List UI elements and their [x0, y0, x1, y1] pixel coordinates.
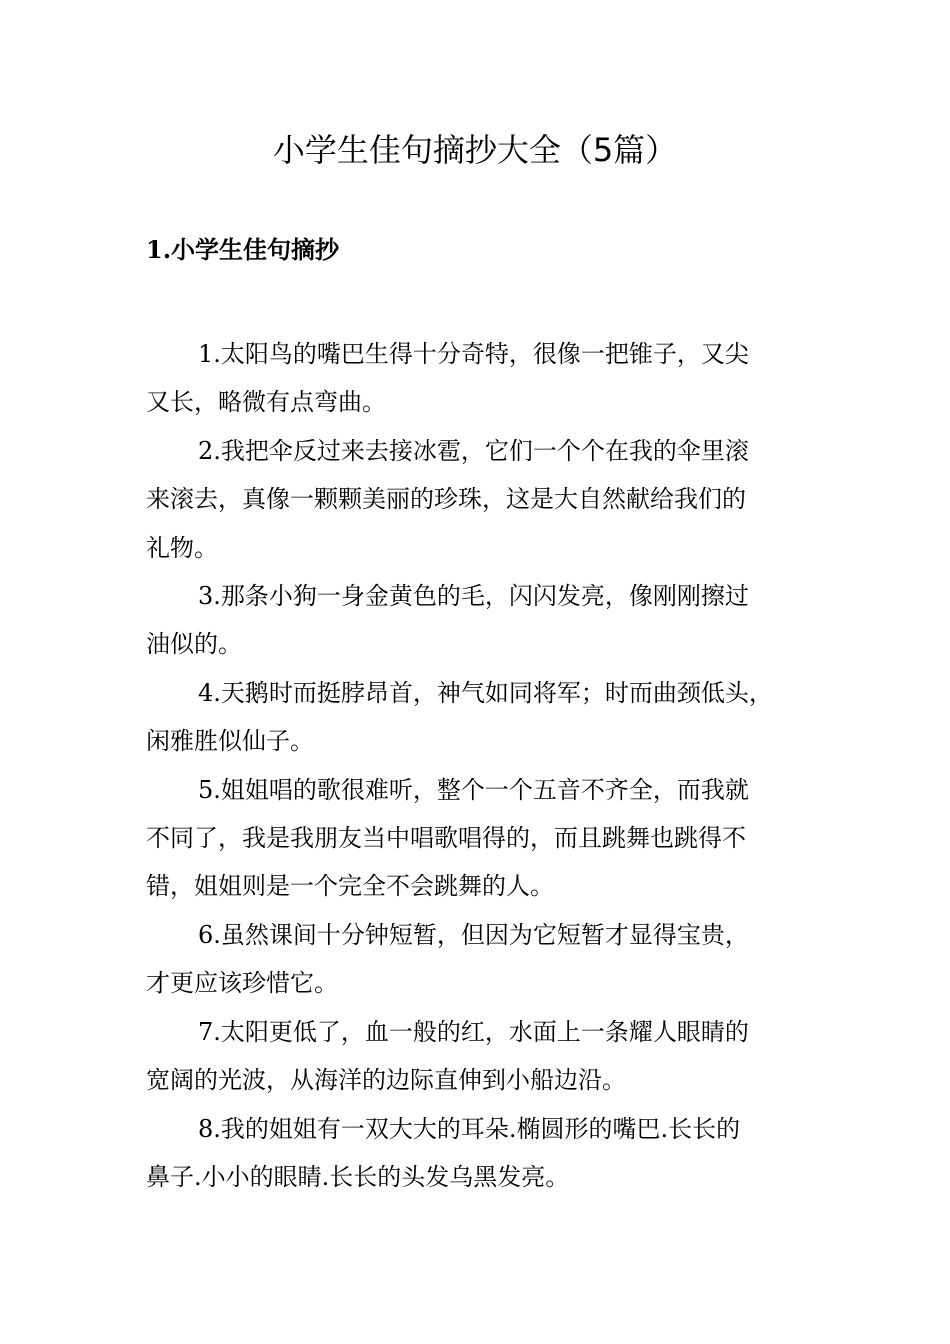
- paragraph-line: 6.虽然课间十分钟短暂，但因为它短暂才显得宝贵，: [198, 920, 749, 949]
- paragraph-3: [146, 572, 816, 669]
- paragraph-4: [146, 669, 816, 766]
- paragraph-line: 8.我的姐姐有一双大大的耳朵.椭圆形的嘴巴.长长的: [198, 1114, 741, 1143]
- paragraph-line: 2.我把伞反过来去接冰雹，它们一个个在我的伞里滚: [198, 436, 749, 465]
- paragraph-line: 礼物。: [146, 533, 218, 562]
- document-body: [146, 330, 816, 1201]
- paragraph-5: [146, 766, 816, 911]
- paragraph-line: 4.天鹅时而挺脖昂首，神气如同将军；时而曲颈低头，: [198, 678, 773, 707]
- paragraph-line: 鼻子.小小的眼睛.长长的头发乌黑发亮。: [146, 1162, 570, 1191]
- paragraph-line: 7.太阳更低了，血一般的红，水面上一条耀人眼睛的: [198, 1017, 749, 1046]
- paragraph-6: [146, 911, 816, 1008]
- section-heading: 1.小学生佳句摘抄: [146, 235, 340, 264]
- paragraph-line: 又长，略微有点弯曲。: [146, 388, 386, 417]
- paragraph-line: 1.太阳鸟的嘴巴生得十分奇特，很像一把锥子，又尖: [198, 340, 749, 368]
- paragraph-8: [146, 1105, 816, 1202]
- paragraph-line: 来滚去，真像一颗颗美丽的珍珠，这是大自然献给我们的: [146, 485, 746, 514]
- paragraph-line: 3.那条小狗一身金黄色的毛，闪闪发亮，像刚刚擦过: [198, 582, 749, 611]
- paragraph-2: [146, 427, 816, 572]
- paragraph-line: 才更应该珍惜它。: [146, 969, 338, 998]
- paragraph-line: 油似的。: [146, 630, 242, 659]
- paragraph-7: [146, 1008, 816, 1105]
- paragraph-line: 宽阔的光波，从海洋的边际直伸到小船边沿。: [146, 1066, 626, 1095]
- paragraph-line: 错，姐姐则是一个完全不会跳舞的人。: [146, 872, 554, 901]
- document-title: 小学生佳句摘抄大全（5篇）: [272, 131, 678, 169]
- paragraph-1: [146, 330, 816, 427]
- paragraph-line: 5.姐姐唱的歌很难听，整个一个五音不齐全，而我就: [198, 775, 749, 804]
- paragraph-line: 不同了，我是我朋友当中唱歌唱得的，而且跳舞也跳得不: [146, 824, 746, 853]
- paragraph-line: 闲雅胜似仙子。: [146, 727, 314, 756]
